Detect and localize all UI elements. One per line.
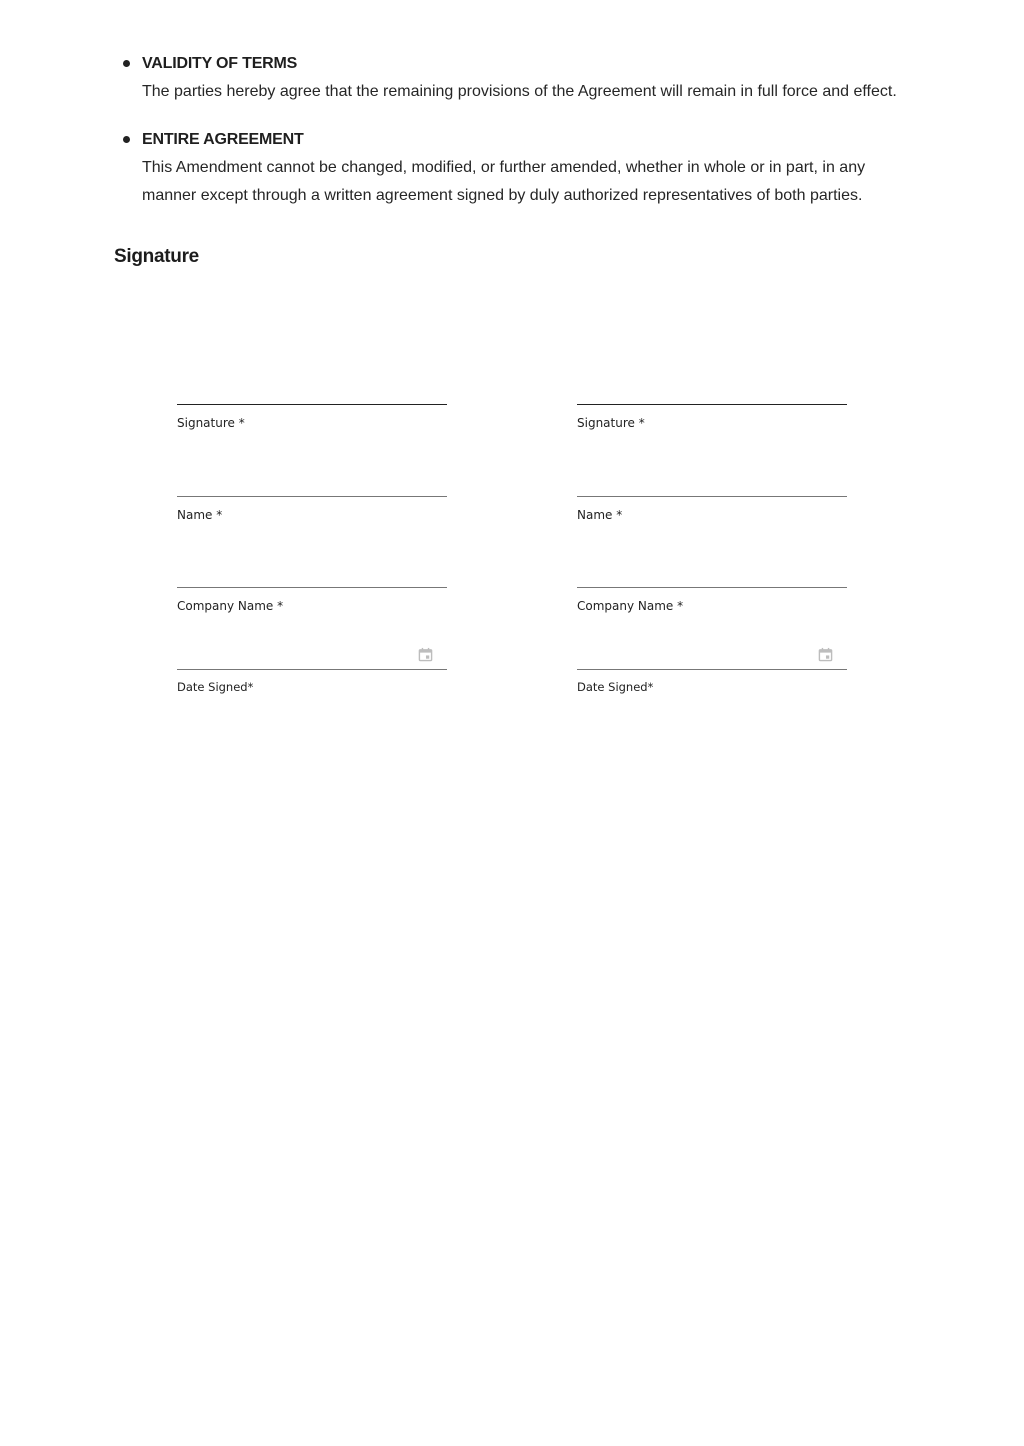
signature-label: Signature * xyxy=(577,416,645,430)
date-signed-field[interactable] xyxy=(177,588,447,694)
name-label: Name * xyxy=(177,508,223,522)
date-signed-label: Date Signed* xyxy=(577,680,654,694)
date-signed-input[interactable] xyxy=(577,588,847,670)
name-input[interactable] xyxy=(577,405,847,497)
clause-body: The parties hereby agree that the remaining provisions of the Agreement will remain in full force and effect. xyxy=(142,83,897,100)
clause-entire-agreement xyxy=(114,126,914,210)
signature-line[interactable] xyxy=(177,300,447,405)
company-name-input[interactable] xyxy=(577,497,847,588)
date-signed-label: Date Signed* xyxy=(177,680,254,694)
clause-body: This Amendment cannot be changed, modified, or further amended, whether in whole or in part, in any manner except through a written agreement signed by duly authorized representatives of both parties. xyxy=(142,159,866,204)
name-label: Name * xyxy=(577,508,623,522)
clause-title: ENTIRE AGREEMENT xyxy=(142,131,304,148)
company-name-label: Company Name * xyxy=(177,599,284,613)
date-signed-field[interactable] xyxy=(577,588,847,694)
company-name-label: Company Name * xyxy=(577,599,684,613)
clause-validity-of-terms xyxy=(114,50,914,106)
signature-line[interactable] xyxy=(577,300,847,405)
name-input[interactable] xyxy=(177,405,447,497)
company-name-input[interactable] xyxy=(177,497,447,588)
clause-title: VALIDITY OF TERMS xyxy=(142,55,298,72)
date-signed-input[interactable] xyxy=(177,588,447,670)
clause-list xyxy=(114,50,914,230)
calendar-icon[interactable] xyxy=(818,647,833,662)
calendar-icon[interactable] xyxy=(418,647,433,662)
signature-label: Signature * xyxy=(177,416,245,430)
signature-section-title: Signature xyxy=(114,246,199,267)
